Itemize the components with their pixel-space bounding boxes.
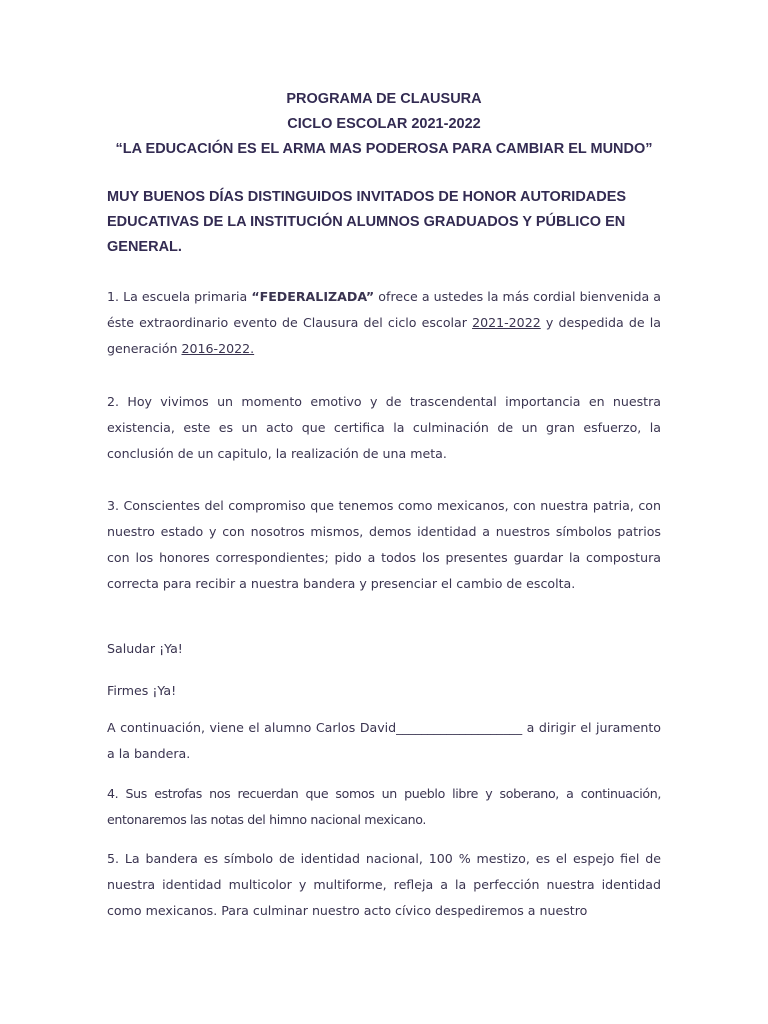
school-year-title: CICLO ESCOLAR 2021-2022 [287, 116, 481, 132]
paragraph-2: 2. Hoy vivimos un momento emotivo y de trascendental importancia en nuestra existencia, este es un acto que certifica la culminación de un gran esfuerzo, la conclusión de un capitulo, la realización de una meta. [107, 394, 661, 461]
paragraph-5: 5. La bandera es símbolo de identidad nacional, 100 % mestizo, es el espejo fiel de nuestra identidad multicolor y multiforme, refleja a la perfección nuestra identidad como mexicanos. Para culminar nuestro acto cívico despediremos a nuestro [107, 851, 661, 918]
generation-link: 2016-2022. [181, 341, 255, 356]
motto-title: “LA EDUCACIÓN ES EL ARMA MAS PODEROSA PARA CAMBIAR EL MUNDO” [115, 141, 653, 157]
firmes-line: Firmes ¡Ya! [107, 683, 177, 698]
saludar-line: Saludar ¡Ya! [107, 641, 183, 656]
paragraph-carlos: A continuación, viene el alumno Carlos David____________________ a dirigir el juramento a la bandera. [107, 720, 661, 761]
paragraph-1 [107, 284, 661, 362]
paragraph-1-text-c: y despedida de la generación [107, 315, 661, 356]
paragraph-3: 3. Conscientes del compromiso que tenemos como mexicanos, con nuestra patria, con nuestro estado y con nosotros mismos, demos identidad a nuestros símbolos patrios con los honores correspondientes; pido a todos los presentes guardar la compostura correcta para recibir a nuestra bandera y presenciar el cambio de escolta. [107, 498, 661, 591]
school-cycle-link: 2021-2022 [472, 315, 541, 330]
school-name: “FEDERALIZADA” [251, 289, 375, 304]
program-title: PROGRAMA DE CLAUSURA [286, 91, 482, 107]
paragraph-4: 4. Sus estrofas nos recuerdan que somos un pueblo libre y soberano, a continuación, entonaremos las notas del himno nacional mexicano. [107, 786, 661, 827]
paragraph-1-text-a: 1. La escuela primaria [107, 289, 252, 304]
paragraph-1-text-b: ofrece a ustedes la más cordial bienvenida a éste extraordinario evento de Clausura del ciclo escolar [107, 289, 661, 330]
greeting-paragraph: MUY BUENOS DÍAS DISTINGUIDOS INVITADOS DE HONOR AUTORIDADES EDUCATIVAS DE LA INSTITUCIÓN ALUMNOS GRADUADOS Y PÚBLICO EN GENERAL. [107, 189, 627, 255]
